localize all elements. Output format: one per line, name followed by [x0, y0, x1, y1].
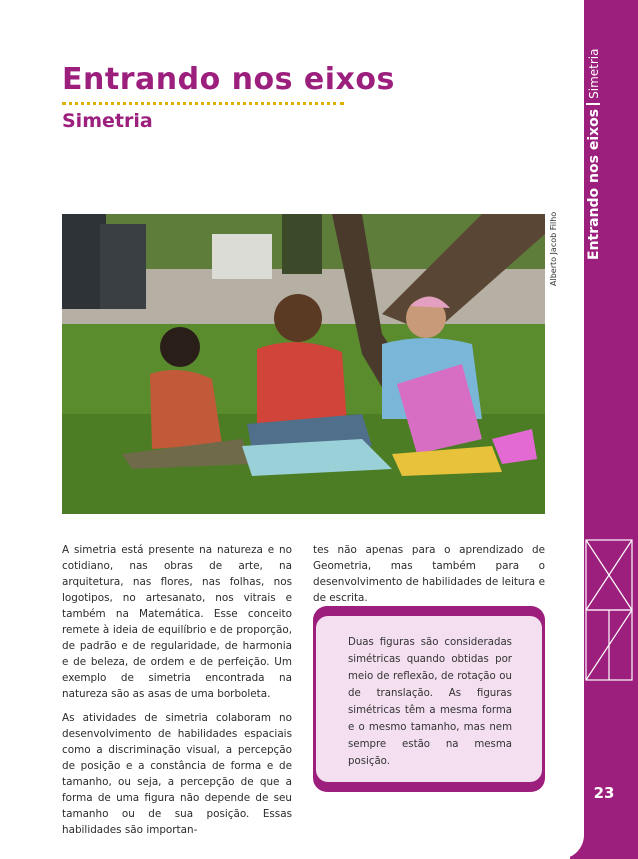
definition-text: Duas figuras são consideradas simétricas quando obtidas por meio de reflexão, de rotação ou de translação. As figuras simétricas têm a mesma forma e o mesmo tamanho, mas nem sempre estão na mesma posição. — [348, 637, 512, 767]
side-tab-divider — [586, 103, 600, 105]
body-column-right — [313, 542, 545, 606]
page-subtitle: Simetria — [62, 110, 153, 132]
geometric-decoration — [580, 500, 638, 720]
body-paragraph-1: A simetria está presente na natureza e no cotidiano, nas obras de arte, na arquitetura, nas flores, nas folhas, nos logotipos, no artesanato, nos vitrais e também na Matemática. Esse conceito remete à ideia de equilíbrio e de proporção, de padrão e de regularidade, de harmonia e de beleza, de ordem e de perfeição. Um exemplo de simetria encontrada na natureza são as asas de uma borboleta. — [62, 544, 292, 700]
page-number: 23 — [593, 784, 615, 802]
side-band-curve — [560, 0, 584, 859]
children-photo — [62, 214, 545, 514]
body-paragraph-3: tes não apenas para o aprendizado de Geometria, mas também para o desenvolvimento de habilidades de leitura e de escrita. — [313, 544, 545, 604]
side-tab-subtitle: Simetria — [587, 48, 601, 99]
side-tab-title — [586, 49, 602, 260]
title-rule — [62, 102, 344, 105]
body-column-left — [62, 542, 292, 846]
page-title: Entrando nos eixos — [62, 62, 395, 97]
side-tab-title-main: Entrando nos eixos — [586, 108, 602, 260]
photo-credit: Alberto Jacob Filho — [549, 211, 558, 286]
body-paragraph-2: As atividades de simetria colaboram no desenvolvimento de habilidades espaciais como a discriminação visual, a percepção de posição e a constância de forma e de tamanho, ou seja, a percepção de que a forma de uma figura não depende de seu tamanho ou de sua posição. Essas habilidades são importan- — [62, 712, 292, 836]
